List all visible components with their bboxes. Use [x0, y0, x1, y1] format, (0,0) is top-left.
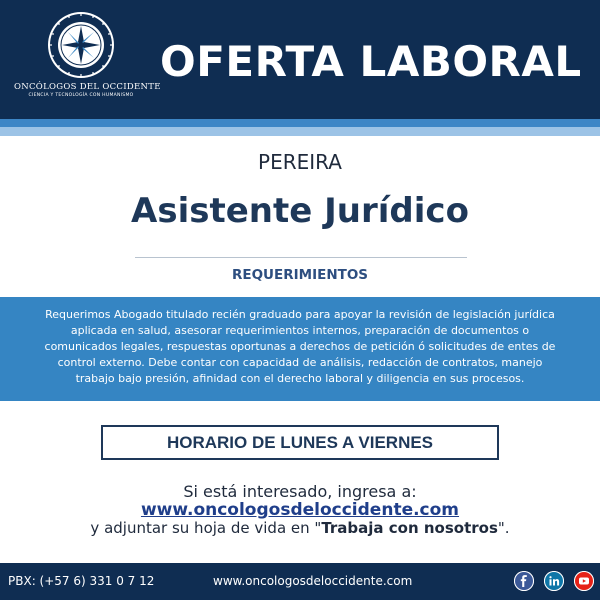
footer-bar — [0, 563, 600, 600]
job-city: PEREIRA — [258, 150, 342, 174]
accent-stripe-light — [0, 127, 600, 136]
footer-website-link[interactable]: www.oncologosdeloccidente.com — [213, 574, 413, 588]
website-link[interactable]: www.oncologosdeloccidente.com — [140, 500, 460, 520]
company-logo — [14, 10, 161, 106]
requirements-heading: REQUERIMIENTOS — [231, 267, 369, 283]
pbx-phone: PBX: (+57 6) 331 0 7 12 — [8, 574, 155, 588]
apply-text-suffix: ". — [497, 519, 510, 537]
divider — [135, 257, 467, 258]
apply-intro: Si está interesado, ingresa a: — [183, 482, 417, 501]
apply-text-prefix: y adjuntar su hoja de vida en " — [90, 519, 322, 537]
schedule-box: HORARIO DE LUNES A VIERNES — [101, 425, 499, 460]
youtube-icon[interactable] — [574, 571, 594, 591]
facebook-icon[interactable] — [514, 571, 534, 591]
accent-stripe — [0, 119, 600, 127]
header-banner — [0, 0, 600, 119]
logo-tagline: CIENCIA Y TECNOLOGÍA CON HUMANISMO — [28, 93, 134, 98]
page-title: OFERTA LABORAL — [160, 37, 582, 86]
compass-seal-icon — [46, 10, 116, 80]
apply-instructions — [0, 519, 600, 537]
logo-name: ONCÓLOGOS DEL OCCIDENTE — [14, 82, 161, 92]
job-title: Asistente Jurídico — [131, 191, 469, 231]
apply-section-name: Trabaja con nosotros — [321, 519, 498, 537]
requirements-text: Requerimos Abogado titulado recién graduado para apoyar la revisión de legislación jurídica aplicada en salud, asesorar requerimientos internos, preparación de documentos o comunicados legales, respuestas oportunas a derechos de petición ó solicitudes de entes de control externo. Debe contar con capacidad de análisis, redacción de contratos, manejo trabajo bajo presión, afinidad con el derecho laboral y diligencia en sus procesos. — [44, 308, 556, 385]
linkedin-icon[interactable] — [544, 571, 564, 591]
